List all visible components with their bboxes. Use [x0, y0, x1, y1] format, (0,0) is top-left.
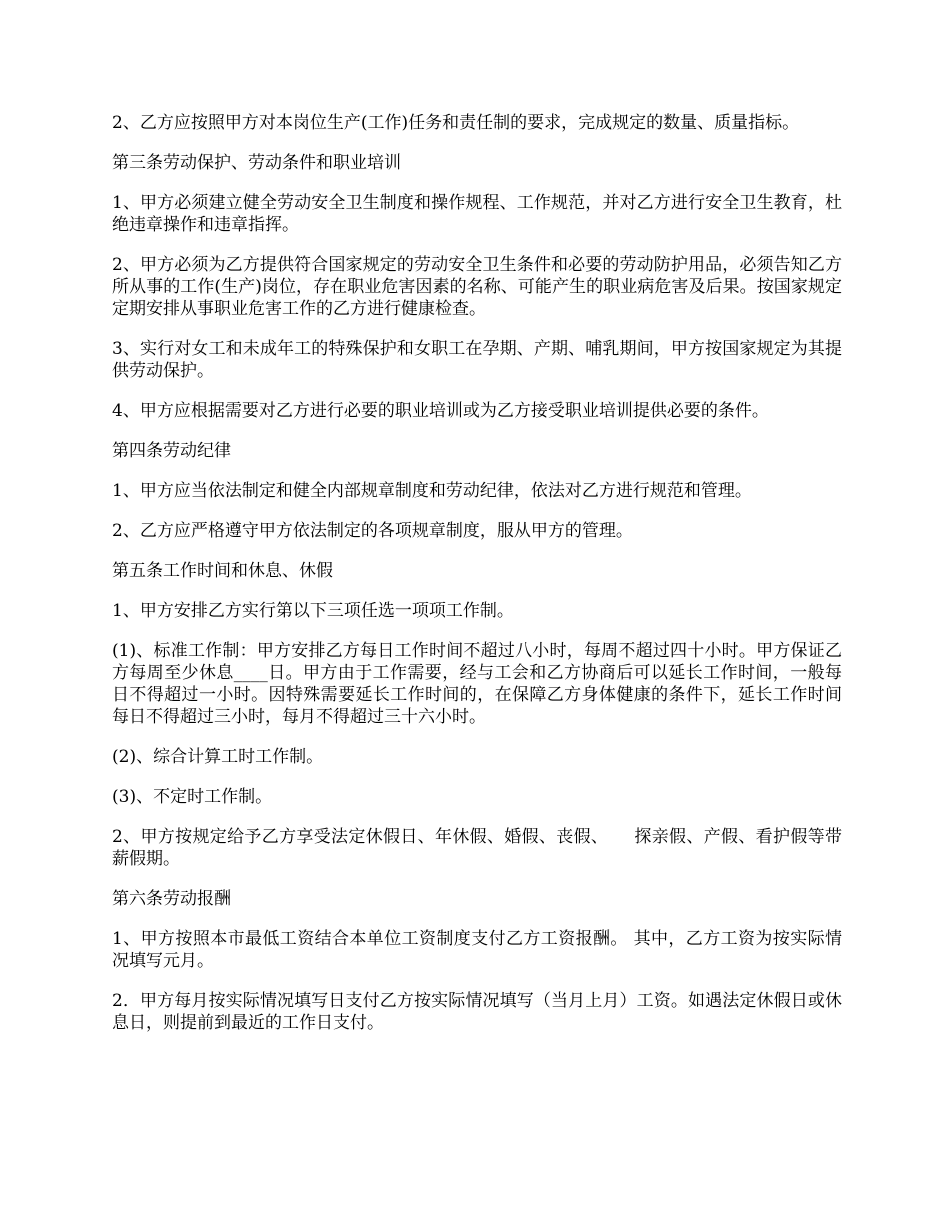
paragraph-article5-option1: (1)、标准工作制：甲方安排乙方每日工作时间不超过八小时，每周不超过四十小时。甲方保证乙方每周至少休息____日。甲方由于工作需要，经与工会和乙方协商后可以延长工作时间，一般每日不得超过一小时。因特殊需要延长工作时间的，在保障乙方身体健康的条件下，延长工作时间每日不得超过三小时，每月不得超过三十六小时。 — [112, 641, 842, 727]
paragraph-article2-item2: 2、乙方应按照甲方对本岗位生产(工作)任务和责任制的要求，完成规定的数量、质量指标。 — [112, 113, 800, 133]
heading-article5: 第五条工作时间和休息、休假 — [112, 561, 333, 581]
paragraph-article4-item1: 1、甲方应当依法制定和健全内部规章制度和劳动纪律，依法对乙方进行规范和管理。 — [112, 481, 752, 501]
paragraph-article3-item1: 1、甲方必须建立健全劳动安全卫生制度和操作规程、工作规范，并对乙方进行安全卫生教育，杜绝违章操作和违章指挥。 — [112, 193, 842, 235]
heading-article3: 第三条劳动保护、劳动条件和职业培训 — [112, 153, 401, 173]
document-page — [112, 112, 842, 1052]
paragraph-article4-item2: 2、乙方应严格遵守甲方依法制定的各项规章制度，服从甲方的管理。 — [112, 521, 633, 541]
paragraph-article3-item4: 4、甲方应根据需要对乙方进行必要的职业培训或为乙方接受职业培训提供必要的条件。 — [112, 401, 769, 421]
paragraph-article3-item3: 3、实行对女工和未成年工的特殊保护和女职工在孕期、产期、哺乳期间，甲方按国家规定为其提供劳动保护。 — [112, 339, 842, 381]
paragraph-article5-option3: (3)、不定时工作制。 — [112, 787, 273, 807]
paragraph-article5-option2: (2)、综合计算工时工作制。 — [112, 747, 324, 767]
paragraph-article6-item2: 2．甲方每月按实际情况填写日支付乙方按实际情况填写（当月上月）工资。如遇法定休假日或休息日，则提前到最近的工作日支付。 — [112, 991, 842, 1033]
paragraph-article5-item2: 2、甲方按规定给予乙方享受法定休假日、年休假、婚假、丧假、 探亲假、产假、看护假等带薪假期。 — [112, 827, 842, 869]
heading-article4: 第四条劳动纪律 — [112, 441, 231, 461]
paragraph-article6-item1: 1、甲方按照本市最低工资结合本单位工资制度支付乙方工资报酬。 其中，乙方工资为按实际情况填写元月。 — [112, 929, 842, 971]
heading-article6: 第六条劳动报酬 — [112, 889, 231, 909]
paragraph-article3-item2: 2、甲方必须为乙方提供符合国家规定的劳动安全卫生条件和必要的劳动防护用品，必须告知乙方所从事的工作(生产)岗位，存在职业危害因素的名称、可能产生的职业病危害及后果。按国家规定定期安排从事职业危害工作的乙方进行健康检查。 — [112, 255, 842, 319]
paragraph-article5-item1: 1、甲方安排乙方实行第以下三项任选一项项工作制。 — [112, 601, 514, 621]
